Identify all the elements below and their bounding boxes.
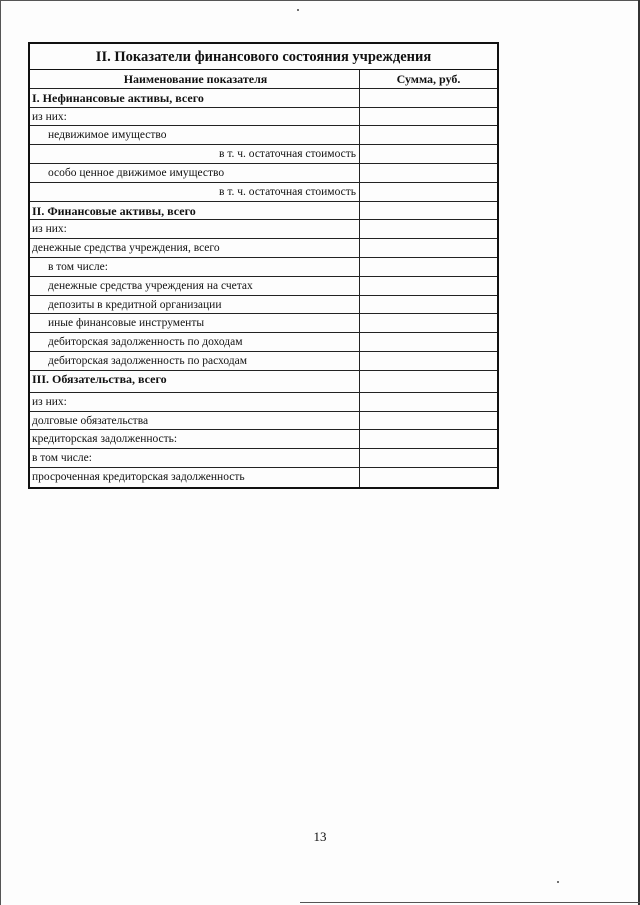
table-row: [30, 371, 497, 393]
table-row: [30, 352, 497, 371]
scan-speck: [297, 9, 299, 11]
row-label: из них:: [30, 220, 360, 238]
row-label: просроченная кредиторская задолженность: [30, 468, 360, 487]
row-label: особо ценное движимое имущество: [30, 164, 360, 182]
table-row: [30, 430, 497, 449]
row-value: [360, 430, 497, 448]
row-value: [360, 258, 497, 276]
table-row: [30, 449, 497, 468]
row-label: денежные средства учреждения на счетах: [30, 277, 360, 295]
table-row: [30, 258, 497, 277]
scan-speck: [557, 881, 559, 883]
row-value: [360, 183, 497, 201]
row-label: иные финансовые инструменты: [30, 314, 360, 332]
row-label: дебиторская задолженность по доходам: [30, 333, 360, 351]
row-value: [360, 108, 497, 126]
row-value: [360, 333, 497, 351]
row-value: [360, 296, 497, 314]
table-row: [30, 145, 497, 164]
table-row: [30, 239, 497, 258]
table-row: [30, 126, 497, 145]
table-row: [30, 393, 497, 412]
table-title: II. Показатели финансового состояния учреждения: [30, 44, 497, 70]
row-value: [360, 314, 497, 332]
row-value: [360, 277, 497, 295]
row-value: [360, 412, 497, 430]
row-label: в том числе:: [30, 449, 360, 467]
column-header-sum: Сумма, руб.: [396, 72, 461, 86]
row-label: долговые обязательства: [30, 412, 360, 430]
table-row: [30, 412, 497, 431]
row-label: III. Обязательства, всего: [30, 371, 360, 392]
row-label: недвижимое имущество: [30, 126, 360, 144]
table-row: [30, 333, 497, 352]
row-value: [360, 393, 497, 411]
row-label: кредиторская задолженность:: [30, 430, 360, 448]
row-value: [360, 239, 497, 257]
table-header-row: [30, 70, 497, 89]
row-value: [360, 145, 497, 163]
table-row: [30, 220, 497, 239]
table-row: [30, 314, 497, 333]
table-row: [30, 202, 497, 221]
row-label: из них:: [30, 108, 360, 126]
table-row: [30, 108, 497, 127]
row-value: [360, 126, 497, 144]
page-number: 13: [313, 829, 327, 844]
row-value: [360, 202, 497, 220]
table-row: [30, 277, 497, 296]
row-value: [360, 468, 497, 487]
row-value: [360, 449, 497, 467]
table-row: [30, 183, 497, 202]
row-label: депозиты в кредитной организации: [30, 296, 360, 314]
scan-edge-left: [0, 0, 1, 905]
row-value: [360, 89, 497, 107]
row-label: II. Финансовые активы, всего: [30, 202, 360, 220]
financial-indicators-table: [28, 42, 499, 489]
row-value: [360, 220, 497, 238]
scan-edge-bottom: [300, 902, 640, 903]
row-label: из них:: [30, 393, 360, 411]
row-label: в том числе:: [30, 258, 360, 276]
row-label: в т. ч. остаточная стоимость: [30, 183, 360, 201]
row-label: в т. ч. остаточная стоимость: [30, 145, 360, 163]
table-row: [30, 164, 497, 183]
column-header-name: Наименование показателя: [30, 70, 360, 88]
row-value: [360, 352, 497, 370]
scan-edge-top: [0, 0, 640, 1]
row-value: [360, 371, 497, 392]
row-value: [360, 164, 497, 182]
table-row: [30, 89, 497, 108]
table-row: [30, 296, 497, 315]
row-label: денежные средства учреждения, всего: [30, 239, 360, 257]
table-row: [30, 468, 497, 487]
row-label: I. Нефинансовые активы, всего: [30, 89, 360, 107]
row-label: дебиторская задолженность по расходам: [30, 352, 360, 370]
